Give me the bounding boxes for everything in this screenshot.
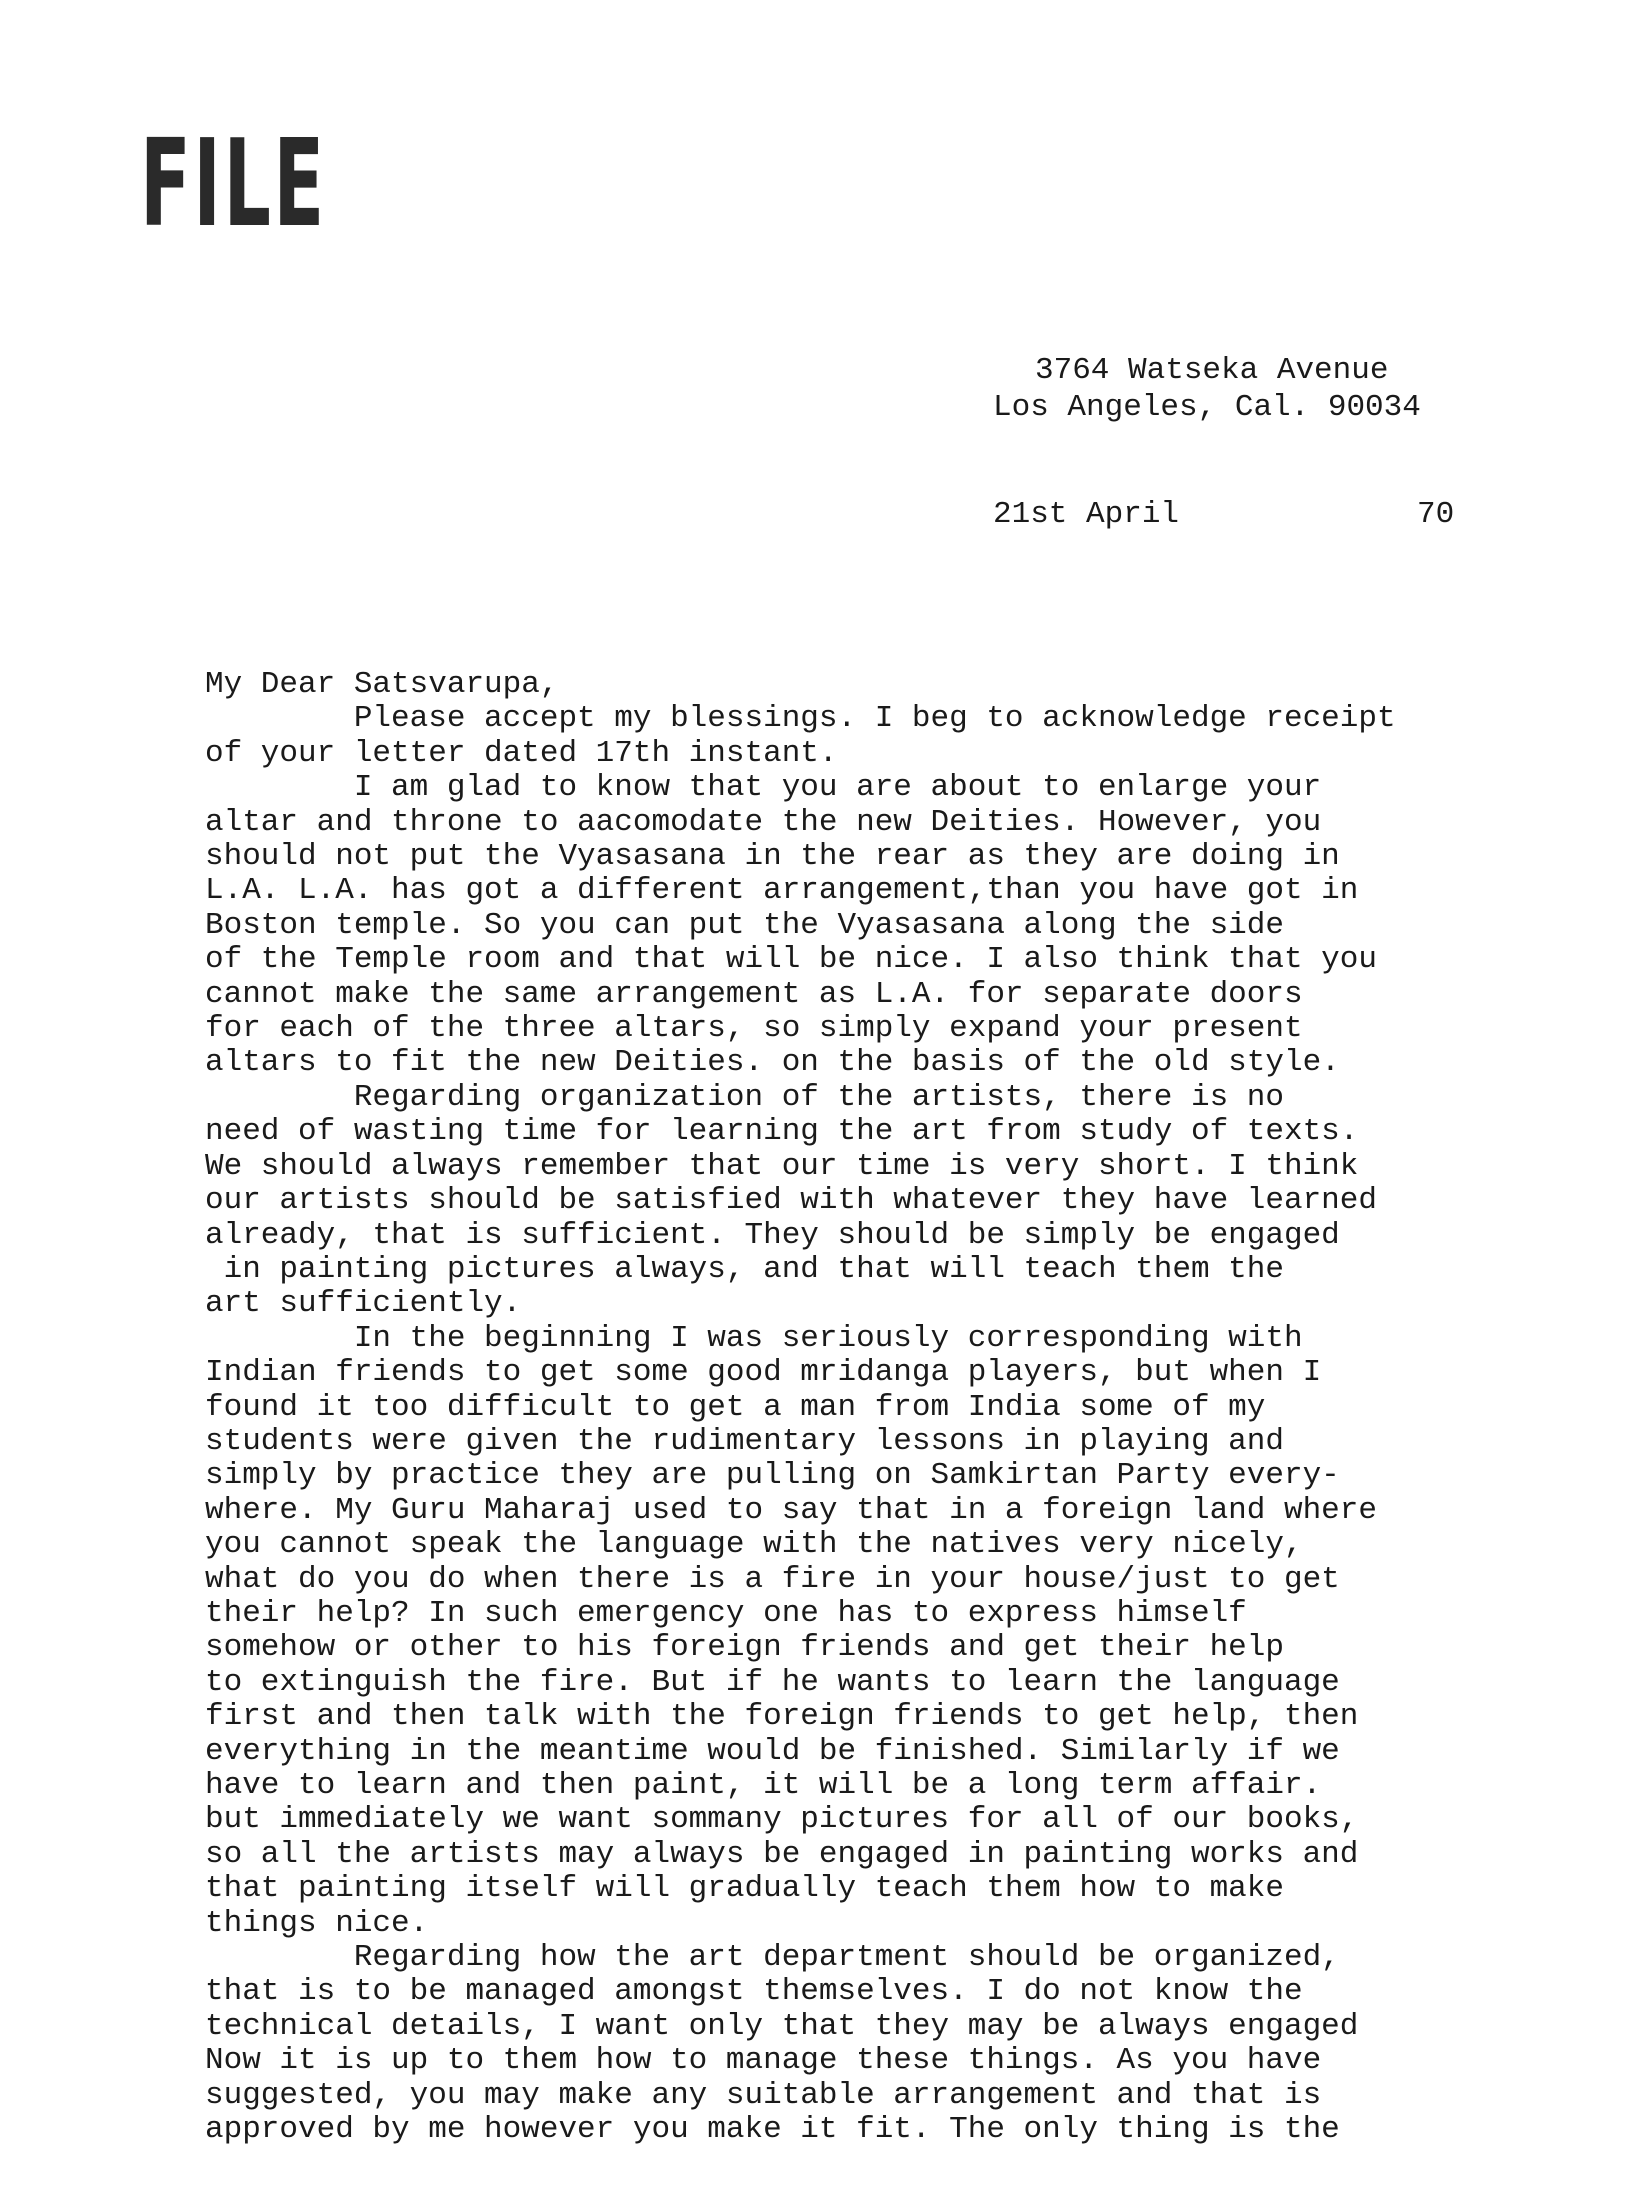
letter-body	[205, 668, 1575, 2147]
body-line: somehow or other to his foreign friends and get their help	[205, 1630, 1284, 1666]
date-day: 21st April	[993, 497, 1180, 532]
body-line: I am glad to know that you are about to enlarge your	[205, 770, 1322, 806]
body-line: technical details, I want only that they may be always engaged	[205, 2008, 1359, 2044]
body-line: approved by me however you make it fit. The only thing is the	[205, 2112, 1340, 2148]
letter-date	[993, 496, 1473, 533]
body-line: Regarding organization of the artists, there is no	[205, 1079, 1284, 1115]
date-year: 70	[1417, 497, 1455, 532]
sender-address	[993, 352, 1513, 426]
body-line: things nice.	[205, 1905, 429, 1941]
body-line: Indian friends to get some good mridanga players, but when I	[205, 1355, 1322, 1391]
body-line: already, that is sufficient. They should be simply be engaged	[205, 1217, 1340, 1253]
body-line: altars to fit the new Deities. on the basis of the old style.	[205, 1045, 1340, 1081]
body-line: have to learn and then paint, it will be a long term affair.	[205, 1768, 1322, 1803]
salutation: My Dear Satsvarupa,	[205, 667, 559, 702]
body-line: of the Temple room and that will be nice. I also think that you	[205, 942, 1377, 978]
body-line: Boston temple. So you can put the Vyasasana along the side	[205, 907, 1284, 943]
body-line: altar and throne to aacomodate the new Deities. However, you	[205, 804, 1322, 840]
body-line: to extinguish the fire. But if he wants to learn the language	[205, 1664, 1340, 1700]
body-line: art sufficiently.	[205, 1286, 522, 1322]
body-line: where. My Guru Maharaj used to say that in a foreign land where	[205, 1492, 1377, 1528]
body-line: simply by practice they are pulling on Samkirtan Party every-	[205, 1458, 1340, 1494]
body-line: in painting pictures always, and that will teach them the	[205, 1251, 1284, 1287]
address-city: Los Angeles, Cal. 90034	[993, 390, 1421, 425]
body-line: of your letter dated 17th instant.	[205, 735, 838, 771]
body-line: what do you do when there is a fire in your house/just to get	[205, 1561, 1340, 1597]
body-line: everything in the meantime would be finished. Similarly if we	[205, 1733, 1340, 1769]
body-line: our artists should be satisfied with whatever they have learned	[205, 1183, 1377, 1219]
body-line: students were given the rudimentary lessons in playing and	[205, 1423, 1284, 1459]
file-stamp: FILE	[140, 115, 327, 254]
body-line: suggested, you may make any suitable arrangement and that is	[205, 2077, 1322, 2113]
body-line: that is to be managed amongst themselves. I do not know the	[205, 1974, 1303, 2010]
body-line: their help? In such emergency one has to express himself	[205, 1595, 1247, 1631]
body-line: need of wasting time for learning the art from study of texts.	[205, 1114, 1359, 1150]
body-line: Regarding how the art department should be organized,	[205, 1940, 1340, 1976]
body-line: L.A. L.A. has got a different arrangement,than you have got in	[205, 873, 1359, 909]
body-line: you cannot speak the language with the natives very nicely,	[205, 1527, 1303, 1563]
body-line: should not put the Vyasasana in the rear as they are doing in	[205, 839, 1340, 875]
body-line: but immediately we want sommany pictures for all of our books,	[205, 1802, 1359, 1838]
body-line: that painting itself will gradually teach them how to make	[205, 1871, 1284, 1907]
body-line: first and then talk with the foreign friends to get help, then	[205, 1699, 1359, 1735]
body-line: Now it is up to them how to manage these things. As you have	[205, 2043, 1322, 2079]
body-line: In the beginning I was seriously corresponding with	[205, 1320, 1303, 1356]
body-line: We should always remember that our time is very short. I think	[205, 1148, 1359, 1184]
body-line: so all the artists may always be engaged in painting works and	[205, 1836, 1359, 1872]
body-line: Please accept my blessings. I beg to acknowledge receipt	[205, 701, 1396, 737]
body-line: for each of the three altars, so simply expand your present	[205, 1011, 1303, 1047]
body-line: found it too difficult to get a man from India some of my	[205, 1389, 1266, 1425]
address-street: 3764 Watseka Avenue	[1035, 353, 1389, 388]
body-line: cannot make the same arrangement as L.A. for separate doors	[205, 976, 1303, 1012]
